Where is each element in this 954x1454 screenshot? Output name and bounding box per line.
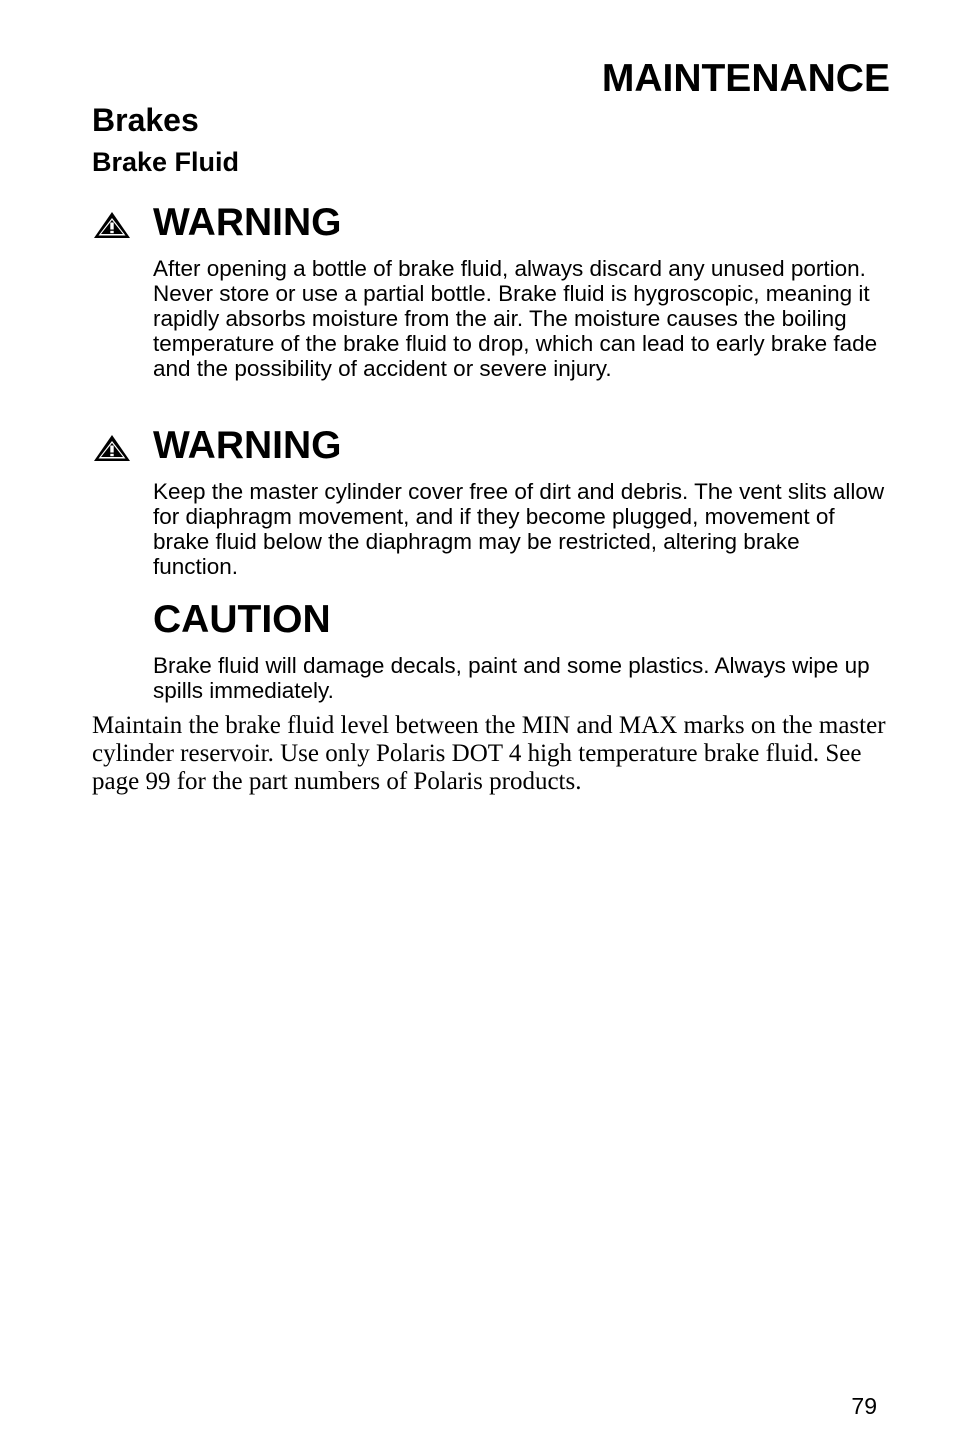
warning-notice-2	[92, 423, 892, 579]
notice-heading	[92, 200, 892, 248]
notice-heading	[92, 423, 892, 471]
subsection-title: Brake Fluid	[92, 147, 240, 177]
notice-title: WARNING	[153, 201, 342, 244]
notice-text: Keep the master cylinder cover free of dirt and debris. The vent slits allow for diaphragm movement, and if they become plugged, movement of brake fluid below the diaphragm may be restricted, altering brake function.	[153, 479, 885, 579]
notice-title: CAUTION	[153, 598, 331, 641]
warning-triangle-icon	[92, 433, 132, 463]
notice-text: After opening a bottle of brake fluid, always discard any unused portion. Never store or use a partial bottle. Brake fluid is hygroscopic, meaning it rapidly absorbs moisture from the air. The moisture causes the boiling temperature of the brake fluid to drop, which can lead to early brake fade and the possibility of accident or severe injury.	[153, 256, 878, 381]
page-number: 79	[851, 1393, 877, 1419]
warning-triangle-icon	[92, 210, 132, 240]
section-title: Brakes	[92, 102, 199, 138]
body-paragraph: Maintain the brake fluid level between the MIN and MAX marks on the master cylinder reservoir. Use only Polaris DOT 4 high temperature brake fluid. See page 99 for the part numbers of Polaris products.	[92, 712, 886, 795]
notice-text: Brake fluid will damage decals, paint and some plastics. Always wipe up spills immediately.	[153, 653, 870, 703]
notice-heading	[92, 597, 892, 645]
notice-title: WARNING	[153, 424, 342, 467]
page-header: MAINTENANCE	[601, 57, 890, 100]
caution-notice	[92, 597, 892, 703]
warning-notice-1	[92, 200, 892, 381]
